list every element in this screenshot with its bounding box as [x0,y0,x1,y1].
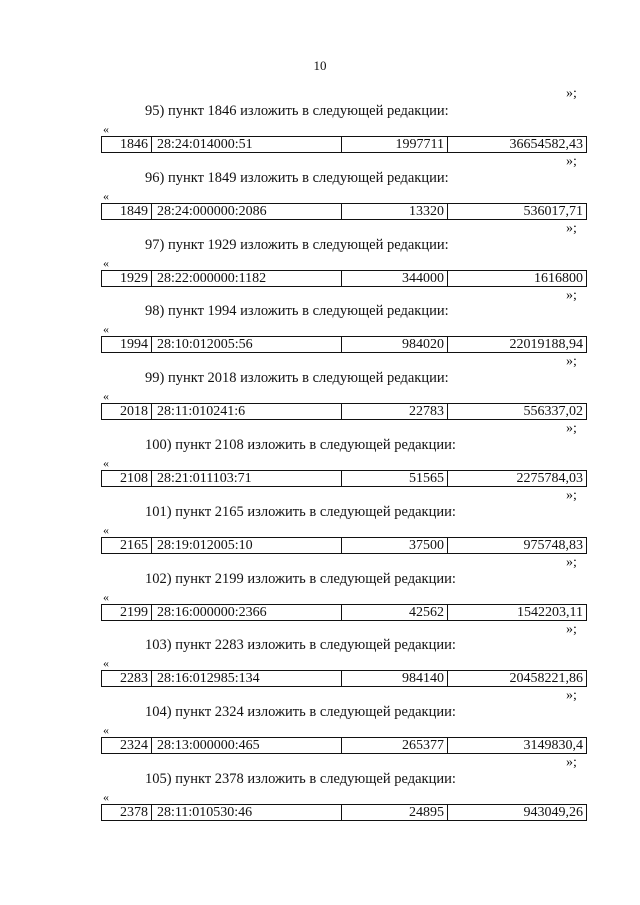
amendment-entry [0,169,640,235]
amendment-entry [0,436,640,502]
amendment-entry [0,703,640,769]
closing-quote-mark: »; [566,154,577,169]
page-number: 10 [313,58,327,73]
area-cell: 42562 [341,605,447,620]
amendment-paragraph: 104) пункт 2324 изложить в следующей редакции: [145,704,456,721]
table-row [101,470,587,487]
row-number-cell: 2165 [120,537,148,553]
cadastral-number-cell: 28:16:000000:2366 [151,605,341,620]
amendment-paragraph: 100) пункт 2108 изложить в следующей редакции: [145,437,456,453]
amendment-entry [0,770,640,836]
amendment-entry [0,636,640,702]
amendment-paragraph: 99) пункт 2018 изложить в следующей редакции: [145,370,449,387]
value-cell: 2275784,03 [447,471,586,486]
amendment-paragraph: 97) пункт 1929 изложить в следующей редакции: [145,236,449,253]
table-row [101,136,587,153]
area-cell: 984020 [341,337,447,352]
amendment-paragraph: 102) пункт 2199 изложить в следующей редакции: [145,570,456,587]
opening-quote-mark: « [103,322,109,337]
area-cell: 344000 [341,271,447,286]
value-cell: 1542203,11 [447,605,586,620]
value-cell: 975748,83 [447,538,586,553]
row-number-cell: 2199 [120,604,148,620]
table-row [101,403,587,420]
row-number-cell: 2283 [120,671,148,687]
amendment-entry [0,302,640,368]
amendment-entry [0,570,640,636]
table-row [101,804,587,821]
row-number-cell: 1846 [120,137,148,152]
amendment-entry [0,503,640,569]
closing-quote-mark: »; [566,621,577,637]
table-row [101,670,587,687]
cadastral-number-cell: 28:19:012005:10 [151,538,341,553]
cadastral-number-cell: 28:11:010530:46 [151,805,341,820]
row-number-cell: 1929 [120,270,148,286]
amendment-entry [0,102,640,168]
table-row [101,270,587,287]
table-row [101,336,587,353]
opening-quote-mark: « [103,255,109,270]
closing-quote-mark: »; [566,554,577,570]
closing-quote-mark: »; [566,488,577,503]
area-cell: 24895 [341,805,447,820]
opening-quote-mark: « [103,656,109,671]
opening-quote-mark: « [103,589,109,604]
table-row [101,537,587,554]
value-cell: 943049,26 [447,805,586,820]
opening-quote-mark: « [103,456,109,470]
opening-quote-mark: « [103,522,109,537]
cadastral-number-cell: 28:24:000000:2086 [151,204,341,219]
area-cell: 51565 [341,471,447,486]
row-number-cell: 2324 [120,738,148,754]
value-cell: 3149830,4 [447,738,586,753]
cadastral-number-cell: 28:10:012005:56 [151,337,341,352]
row-number-cell: 1849 [120,203,148,219]
opening-quote-mark: « [103,723,109,738]
closing-quote-mark: »; [566,287,577,303]
cadastral-number-cell: 28:24:014000:51 [151,137,341,152]
opening-quote-mark: « [103,790,109,804]
value-cell: 1616800 [447,271,586,286]
cadastral-number-cell: 28:11:010241:6 [151,404,341,419]
table-row [101,604,587,621]
amendment-entry [0,236,640,302]
amendment-paragraph: 98) пункт 1994 изложить в следующей редакции: [145,303,449,320]
area-cell: 22783 [341,404,447,419]
amendment-paragraph: 96) пункт 1849 изложить в следующей редакции: [145,169,449,186]
area-cell: 984140 [341,671,447,686]
table-row [101,737,587,754]
table-row [101,203,587,220]
opening-quote-mark: « [103,188,109,203]
amendment-paragraph: 105) пункт 2378 изложить в следующей редакции: [145,771,456,787]
closing-quote-mark: »; [566,421,577,437]
closing-quote-mark: »; [566,755,577,771]
amendment-paragraph: 95) пункт 1846 изложить в следующей редакции: [145,103,449,119]
area-cell: 1997711 [341,137,447,152]
row-number-cell: 2108 [120,471,148,486]
closing-quote-mark: »; [566,688,577,704]
area-cell: 13320 [341,204,447,219]
closing-quote-mark: »; [566,220,577,236]
cadastral-number-cell: 28:22:000000:1182 [151,271,341,286]
closing-quote-mark: »; [566,354,577,370]
row-number-cell: 1994 [120,337,148,353]
opening-quote-mark: « [103,122,109,136]
amendment-paragraph: 103) пункт 2283 изложить в следующей редакции: [145,637,456,654]
amendment-paragraph: 101) пункт 2165 изложить в следующей редакции: [145,503,456,520]
cadastral-number-cell: 28:13:000000:465 [151,738,341,753]
row-number-cell: 2018 [120,404,148,420]
amendment-entry [0,369,640,435]
area-cell: 265377 [341,738,447,753]
row-number-cell: 2378 [120,805,148,820]
value-cell: 22019188,94 [447,337,586,352]
area-cell: 37500 [341,538,447,553]
value-cell: 536017,71 [447,204,586,219]
value-cell: 556337,02 [447,404,586,419]
opening-quote-mark: « [103,389,109,404]
cadastral-number-cell: 28:16:012985:134 [151,671,341,686]
cadastral-number-cell: 28:21:011103:71 [151,471,341,486]
closing-quote-mark: »; [566,86,577,101]
value-cell: 20458221,86 [447,671,586,686]
value-cell: 36654582,43 [447,137,586,152]
